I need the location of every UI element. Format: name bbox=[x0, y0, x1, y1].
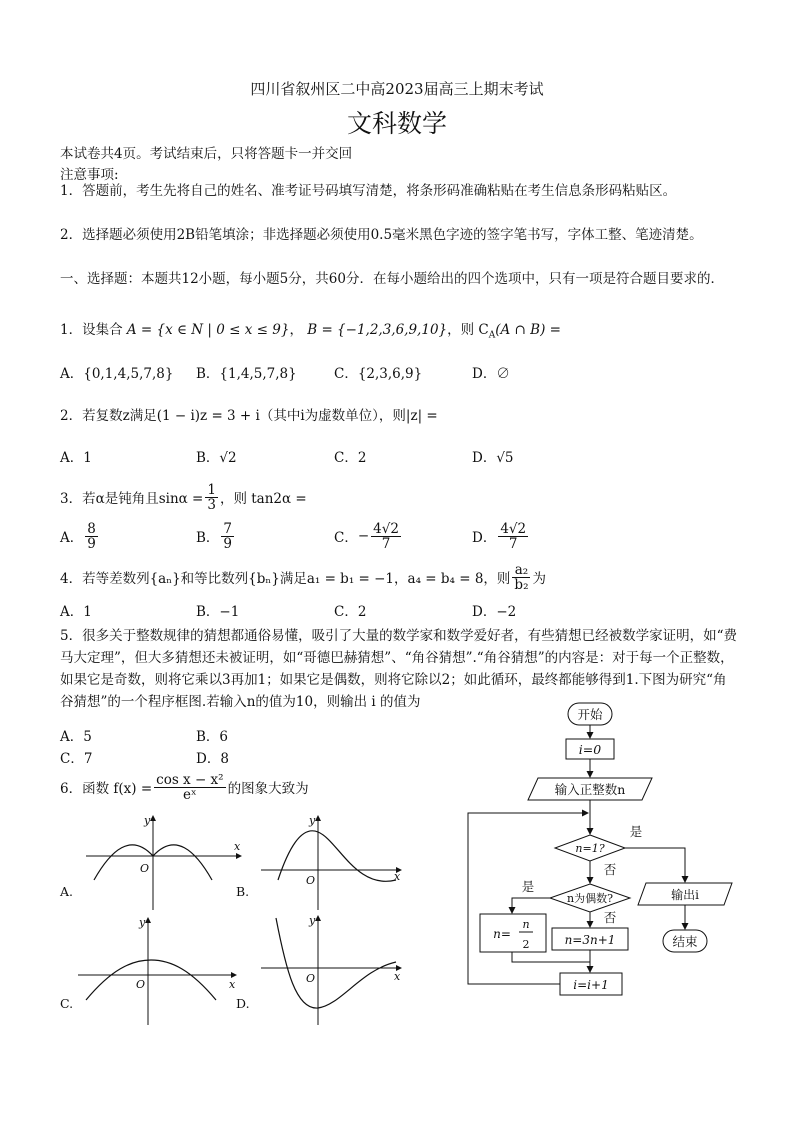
q2-option-d: D．√5 bbox=[472, 450, 514, 466]
exam-school-title: 四川省叙州区二中高2023届高三上期末考试 bbox=[250, 80, 544, 98]
q3-option-a-label: A． bbox=[60, 530, 84, 546]
question-4-stem bbox=[60, 560, 546, 594]
q1-option-b: B．{1,4,5,7,8} bbox=[196, 366, 297, 382]
graph-a-origin: O bbox=[140, 862, 150, 875]
question-2-stem: 2．若复数z满足(1 − i)z = 3 + i（其中i为虚数单位），则|z| = bbox=[60, 408, 438, 424]
q4-num: a₂ bbox=[512, 563, 530, 578]
flow-output-text: 输出i bbox=[671, 888, 699, 902]
q6-stem-b: 的图象大致为 bbox=[227, 781, 309, 797]
q3-stem-b: ，则 tan2α = bbox=[219, 491, 307, 507]
q1-prefix: 1．设集合 bbox=[60, 322, 123, 338]
q3-option-d-frac bbox=[498, 522, 528, 551]
flow-condition-2-text: n为偶数? bbox=[567, 892, 613, 905]
q3-option-c bbox=[334, 518, 403, 554]
q4-option-c: C．2 bbox=[334, 604, 367, 620]
q1-ask: ，则 C bbox=[447, 322, 489, 338]
flow-branch-even-den: 2 bbox=[522, 938, 530, 951]
question-6-stem bbox=[60, 770, 309, 804]
graph-b-label: B. bbox=[236, 884, 250, 899]
q2-option-c: C．2 bbox=[334, 450, 367, 466]
q5-line-1: 5．很多关于整数规律的猜想都通俗易懂，吸引了大量的数学家和数学爱好者，有些猜想已经被数学家证明，如“费 bbox=[60, 628, 737, 644]
flow-branch-even bbox=[480, 914, 546, 952]
q6-stem-a: 6．函数 f(x) = bbox=[60, 781, 153, 797]
q1-option-a: A．{0,1,4,5,7,8} bbox=[60, 366, 174, 382]
q3-option-b-frac bbox=[221, 522, 234, 551]
q3-option-a-frac bbox=[85, 522, 98, 551]
flow-condition-1-text: n=1? bbox=[575, 842, 605, 855]
q5-line-3: 如果它是奇数，则将它乘以3再加1；如果它是偶数，则将它除以2；如此循环，最终都能够得到1.下图为研究“角 bbox=[60, 672, 727, 688]
note-item-2: 2．选择题必须使用2B铅笔填涂；非选择题必须使用0.5毫米黑色字迹的签字笔书写，字体工整、笔迹清楚。 bbox=[60, 227, 703, 243]
q4-den: b₂ bbox=[514, 576, 529, 593]
q1-ask-2: (A ∩ B) = bbox=[495, 322, 561, 338]
q3-option-a-num: 8 bbox=[87, 520, 96, 537]
q3-option-a bbox=[60, 518, 100, 554]
graph-c-y-label: y bbox=[139, 916, 146, 929]
graph-a-label: A. bbox=[60, 884, 74, 899]
graph-b-x-label: x bbox=[394, 870, 401, 883]
flow-yes-1: 是 bbox=[629, 824, 643, 839]
q2-option-a: A．1 bbox=[60, 450, 92, 466]
q3-stem-a: 3．若α是钝角且sinα = bbox=[60, 491, 204, 507]
graph-d bbox=[261, 916, 401, 1025]
q6-graphs bbox=[56, 810, 466, 1030]
flow-branch-even-lhs: n= bbox=[493, 927, 511, 941]
q5-line-2: 马大定理”，但大多猜想还未被证明，如“哥德巴赫猜想”、“角谷猜想”.“角谷猜想”的内容是：对于每一个正整数， bbox=[60, 650, 734, 666]
flow-no-1: 否 bbox=[603, 862, 617, 877]
q6-num: cos x − x² bbox=[156, 771, 224, 788]
flowchart bbox=[460, 698, 750, 1004]
q2-option-b: B．√2 bbox=[196, 450, 237, 466]
flow-increment-text: i=i+1 bbox=[573, 978, 609, 992]
q3-den: 3 bbox=[207, 496, 216, 513]
section-title: 一、选择题：本题共12小题，每小题5分，共60分．在每小题给出的四个选项中，只有一项是符合题目要求的． bbox=[60, 271, 724, 287]
graph-c-label: C. bbox=[60, 996, 74, 1011]
q4-option-d: D．−2 bbox=[472, 604, 517, 620]
q4-stem-b: 为 bbox=[532, 571, 546, 587]
q4-stem-a: 4．若等差数列{aₙ}和等比数列{bₙ}满足a₁ = b₁ = −1，a₄ = b₄ = 8，则 bbox=[60, 571, 511, 587]
notes-title: 注意事项: bbox=[60, 167, 119, 183]
q6-den: eˣ bbox=[183, 786, 197, 803]
q3-option-b-label: B． bbox=[196, 530, 220, 546]
q1-option-d: D．∅ bbox=[472, 366, 510, 382]
exam-intro: 本试卷共4页。考试结束后，只将答题卡一并交回 bbox=[60, 146, 353, 162]
q3-option-b-num: 7 bbox=[223, 520, 233, 537]
q3-option-b bbox=[196, 518, 236, 554]
q4-option-b: B．−1 bbox=[196, 604, 240, 620]
flow-yes-2: 是 bbox=[521, 879, 535, 894]
q3-option-c-den: 7 bbox=[381, 535, 391, 552]
graph-d-label: D. bbox=[236, 996, 250, 1011]
q3-option-d-num: 4√2 bbox=[500, 520, 527, 537]
q3-fraction bbox=[205, 483, 218, 512]
flow-end-text: 结束 bbox=[672, 934, 698, 949]
graph-b bbox=[261, 816, 401, 910]
q3-option-c-frac bbox=[371, 522, 401, 551]
q5-option-b: B．6 bbox=[196, 729, 229, 745]
graph-b-y-label: y bbox=[309, 814, 316, 827]
q3-option-d-label: D． bbox=[472, 530, 497, 546]
q3-option-b-den: 9 bbox=[223, 535, 233, 552]
flow-input-text: 输入正整数n bbox=[554, 782, 626, 797]
question-3-stem bbox=[60, 480, 307, 514]
graph-c-origin: O bbox=[136, 978, 146, 991]
q1-set-a: A = {x ∈ N | 0 ≤ x ≤ 9} bbox=[126, 322, 290, 338]
q3-option-d-den: 7 bbox=[508, 535, 518, 552]
q4-option-a: A．1 bbox=[60, 604, 92, 620]
q5-option-a: A．5 bbox=[60, 729, 92, 745]
q3-option-c-num: 4√2 bbox=[373, 520, 399, 537]
flow-start-text: 开始 bbox=[577, 707, 603, 722]
graph-c bbox=[78, 918, 236, 1025]
q3-option-d bbox=[472, 518, 530, 554]
page-title: 文科数学 bbox=[346, 109, 447, 138]
note-item-1: 1．答题前，考生先将自己的姓名、准考证号码填写清楚，将条形码准确粘贴在考生信息条形码粘贴区。 bbox=[60, 183, 677, 199]
graph-c-x-label: x bbox=[229, 978, 236, 991]
q1-subscript: A bbox=[488, 330, 496, 341]
q1-set-b: B = {−1,2,3,6,9,10} bbox=[307, 322, 448, 338]
graph-d-origin: O bbox=[306, 972, 316, 985]
question-1-stem: 1．设集合 A = {x ∈ N | 0 ≤ x ≤ 9}， B = {−1,2,3,6,9,10}，则 $C_A(A$ ∩ B) = bbox=[60, 322, 561, 341]
flow-init-text: i=0 bbox=[578, 742, 602, 757]
flow-branch-even-num: n bbox=[522, 918, 530, 931]
graph-a-y-label: y bbox=[144, 814, 151, 827]
q5-option-d: D．8 bbox=[196, 751, 229, 767]
graph-d-y-label: y bbox=[309, 914, 316, 927]
q3-option-c-sign: − bbox=[357, 528, 370, 544]
q3-option-c-label: C． bbox=[334, 530, 358, 546]
graph-b-origin: O bbox=[306, 874, 316, 887]
graph-d-x-label: x bbox=[394, 970, 401, 983]
flow-no-2: 否 bbox=[603, 910, 617, 925]
q5-line-4: 谷猜想”的一个程序框图.若输入n的值为10，则输出 i 的值为 bbox=[60, 694, 421, 710]
q4-fraction bbox=[512, 563, 530, 592]
q3-num: 1 bbox=[207, 481, 216, 498]
q6-fraction bbox=[154, 773, 225, 802]
graph-a bbox=[86, 816, 241, 910]
q1-option-c: C．{2,3,6,9} bbox=[334, 366, 423, 382]
graph-a-x-label: x bbox=[234, 840, 241, 853]
q3-option-a-den: 9 bbox=[87, 535, 96, 552]
flow-branch-odd-text: n=3n+1 bbox=[564, 933, 616, 947]
q5-option-c: C．7 bbox=[60, 751, 93, 767]
